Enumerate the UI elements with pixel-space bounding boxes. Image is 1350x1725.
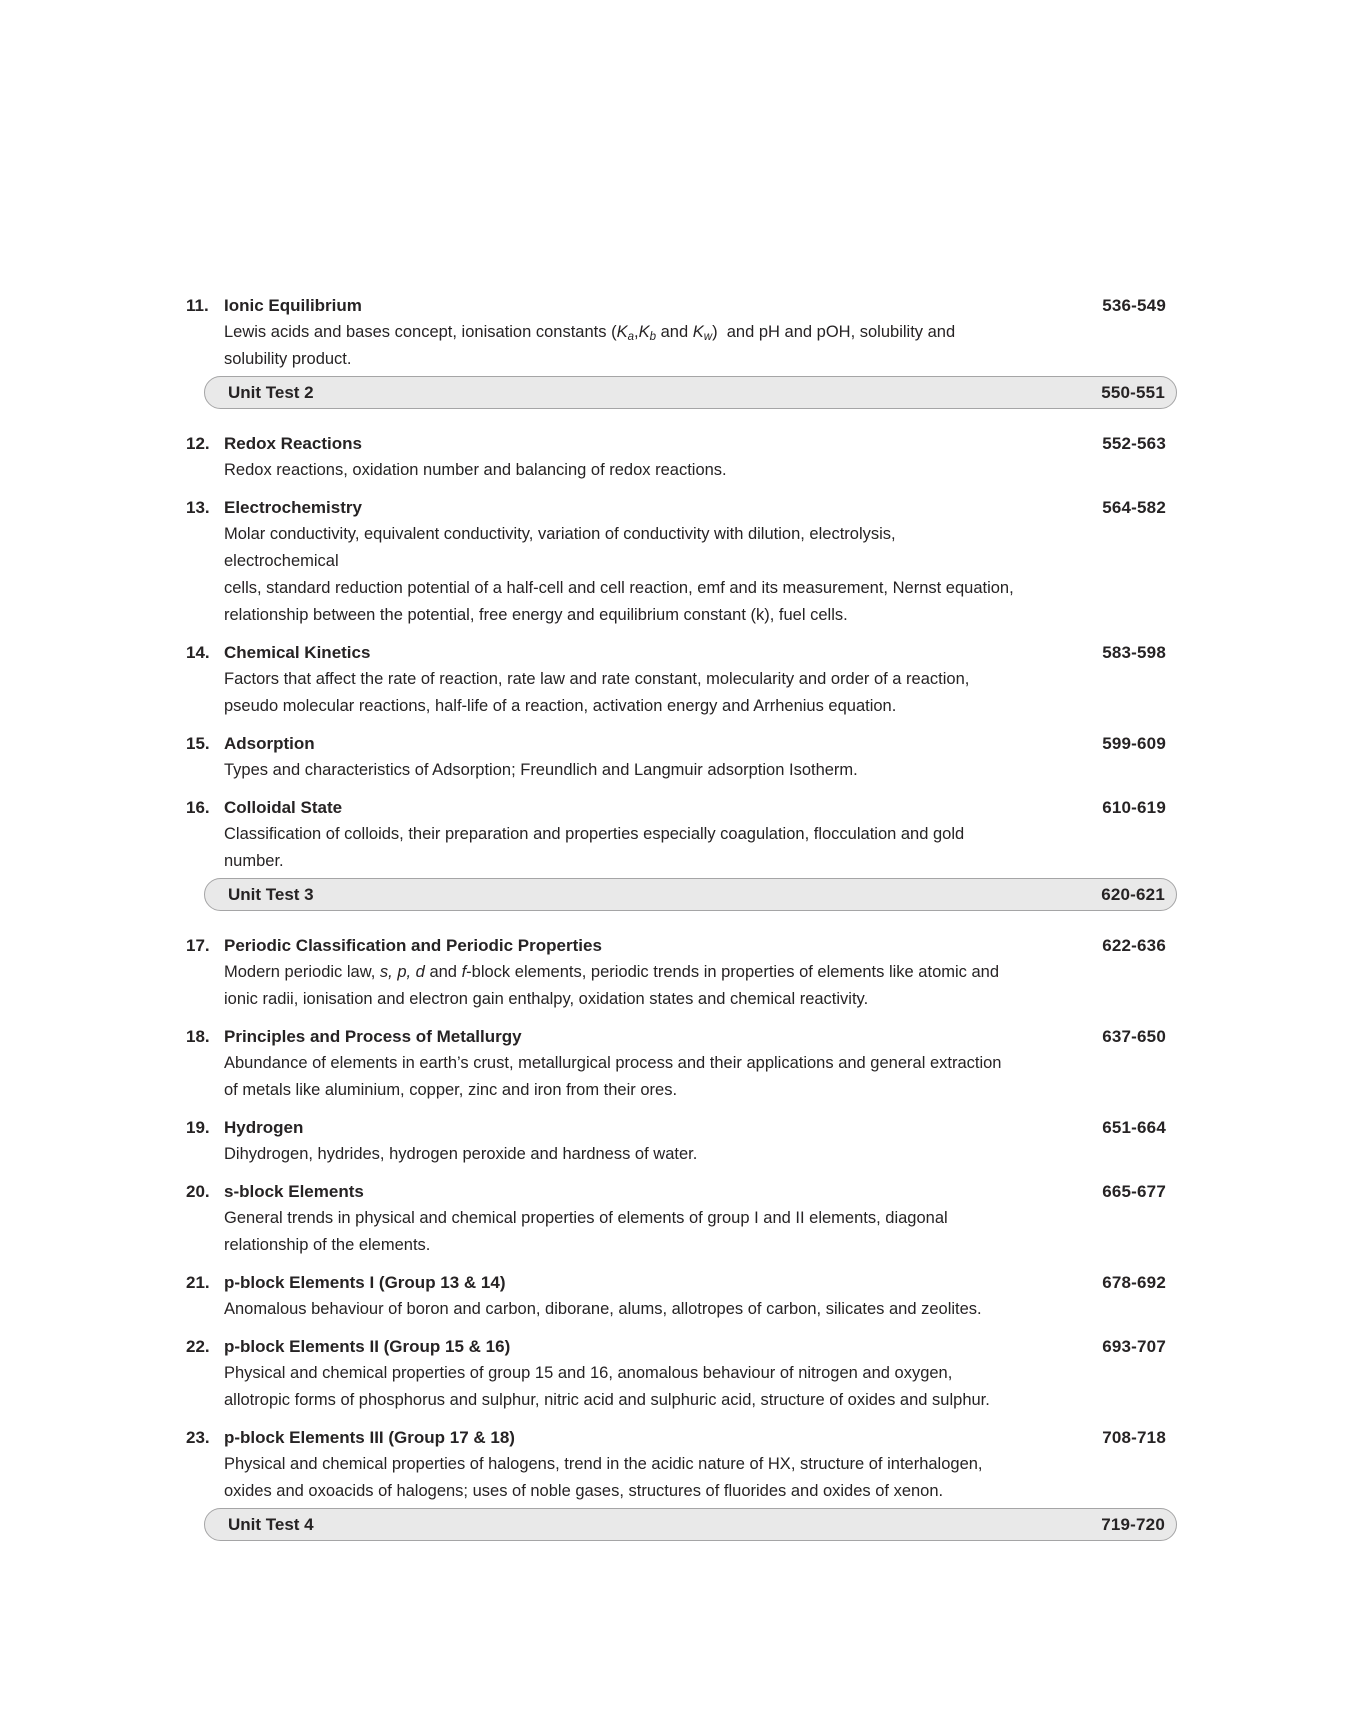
chapter-title: Colloidal State [224, 798, 343, 817]
chapter-description: Factors that affect the rate of reaction, rate law and rate constant, molecularity and order of a reaction, pseudo molecular reactions, half-life of a reaction, activation energy and Arrhenius equation. [224, 670, 970, 715]
toc-chapter-entry [186, 292, 1166, 373]
chapter-title-row [186, 639, 1166, 666]
chapter-number: 12. [186, 434, 210, 453]
toc-chapter-entry [186, 639, 1166, 720]
chapter-title: Principles and Process of Metallurgy [224, 1027, 522, 1046]
toc-chapter-entry [186, 1424, 1166, 1505]
chapter-title-row [186, 730, 1166, 757]
chapter-number: 23. [186, 1428, 210, 1447]
chapter-title-row [186, 1333, 1166, 1360]
chapter-number: 13. [186, 498, 210, 517]
unit-test-page-range: 719-720 [1101, 1514, 1165, 1534]
chapter-number: 15. [186, 734, 210, 753]
chapter-description: Modern periodic law, s, p, d and f-block elements, periodic trends in properties of elements like atomic and ionic radii, ionisation and electron gain enthalpy, oxidation states and chemical reactivity. [224, 963, 1000, 1008]
chapter-page-range: 678-692 [1102, 1273, 1166, 1292]
chapter-number: 18. [186, 1027, 210, 1046]
chapter-number: 14. [186, 643, 210, 662]
chapter-page-range: 583-598 [1102, 643, 1166, 662]
chapter-page-range: 552-563 [1102, 434, 1166, 453]
chapter-description: Dihydrogen, hydrides, hydrogen peroxide and hardness of water. [224, 1145, 698, 1163]
chapter-title-row [186, 1114, 1166, 1141]
chapter-title: Chemical Kinetics [224, 643, 371, 662]
chapter-title-row [186, 794, 1166, 821]
chapter-title-row [186, 430, 1166, 457]
chapter-number: 16. [186, 798, 210, 817]
toc-chapter-entry [186, 932, 1166, 1013]
chapter-title: Ionic Equilibrium [224, 296, 362, 315]
chapter-number: 17. [186, 936, 210, 955]
chapter-description: Physical and chemical properties of halogens, trend in the acidic nature of HX, structure of interhalogen, oxides and oxoacids of halogens; uses of noble gases, structures of fluorides and oxides of xenon. [224, 1455, 983, 1500]
chapter-title-row [186, 1178, 1166, 1205]
chapter-page-range: 693-707 [1102, 1337, 1166, 1356]
chapter-description: Abundance of elements in earth’s crust, metallurgical process and their applications and general extraction of metals like aluminium, copper, zinc and iron from their ores. [224, 1054, 1002, 1099]
chapter-description: Physical and chemical properties of group 15 and 16, anomalous behaviour of nitrogen and oxygen, allotropic forms of phosphorus and sulphur, nitric acid and sulphuric acid, structure of oxides and sulphur. [224, 1364, 990, 1409]
chapter-number: 20. [186, 1182, 210, 1201]
chapter-description: Classification of colloids, their preparation and properties especially coagulation, flocculation and gold number. [224, 825, 965, 870]
chapter-page-range: 708-718 [1102, 1428, 1166, 1447]
chapter-title: Redox Reactions [224, 434, 362, 453]
chapter-title-row [186, 292, 1166, 319]
chapter-title: Adsorption [224, 734, 315, 753]
toc-chapter-entry [186, 430, 1166, 484]
chapter-title-row [186, 1269, 1166, 1296]
chapter-title: p-block Elements I (Group 13 & 14) [224, 1273, 506, 1292]
chapter-description: Anomalous behaviour of boron and carbon, diborane, alums, allotropes of carbon, silicates and zeolites. [224, 1300, 982, 1318]
unit-test-label: Unit Test 2 [228, 382, 314, 402]
chapter-page-range: 610-619 [1102, 798, 1166, 817]
chapter-title-row [186, 1023, 1166, 1050]
chapter-page-range: 651-664 [1102, 1118, 1166, 1137]
toc-chapter-entry [186, 494, 1166, 629]
toc-chapter-entry [186, 1269, 1166, 1323]
chapter-title: s-block Elements [224, 1182, 364, 1201]
chapter-title: Electrochemistry [224, 498, 362, 517]
unit-test-label: Unit Test 3 [228, 884, 314, 904]
chapter-description: Redox reactions, oxidation number and balancing of redox reactions. [224, 461, 727, 479]
unit-test-row [204, 376, 1177, 409]
chapter-page-range: 622-636 [1102, 936, 1166, 955]
chapter-number: 21. [186, 1273, 210, 1292]
toc-chapter-entry [186, 1114, 1166, 1168]
toc-list [186, 292, 1166, 1562]
unit-test-page-range: 550-551 [1101, 382, 1165, 402]
chapter-number: 22. [186, 1337, 210, 1356]
chapter-page-range: 536-549 [1102, 296, 1166, 315]
chapter-page-range: 599-609 [1102, 734, 1166, 753]
chapter-page-range: 564-582 [1102, 498, 1166, 517]
toc-chapter-entry [186, 730, 1166, 784]
chapter-description: Molar conductivity, equivalent conductivity, variation of conductivity with dilution, electrolysis, electrochemical cells, standard reduction potential of a half-cell and cell reaction, emf and its measurement, Nernst equation, relationship between the potential, free energy and equilibrium constant (k), fuel cells. [224, 525, 1014, 624]
chapter-page-range: 665-677 [1102, 1182, 1166, 1201]
unit-test-page-range: 620-621 [1101, 884, 1165, 904]
chapter-title: Periodic Classification and Periodic Properties [224, 936, 602, 955]
unit-test-row [204, 1508, 1177, 1541]
chapter-title: p-block Elements II (Group 15 & 16) [224, 1337, 511, 1356]
chapter-description: General trends in physical and chemical properties of elements of group I and II elements, diagonal relationship of the elements. [224, 1209, 948, 1254]
chapter-title-row [186, 1424, 1166, 1451]
unit-test-row [204, 878, 1177, 911]
chapter-title: Hydrogen [224, 1118, 304, 1137]
unit-test-label: Unit Test 4 [228, 1514, 314, 1534]
chapter-title-row [186, 932, 1166, 959]
toc-chapter-entry [186, 1178, 1166, 1259]
toc-chapter-entry [186, 1023, 1166, 1104]
chapter-title: p-block Elements III (Group 17 & 18) [224, 1428, 515, 1447]
toc-chapter-entry [186, 794, 1166, 875]
chapter-description: Lewis acids and bases concept, ionisation constants ($K_a,K_b$ and $K_w$) and pH and pOH, solubility and solubility product. [224, 323, 956, 368]
chapter-description: Types and characteristics of Adsorption; Freundlich and Langmuir adsorption Isotherm. [224, 761, 858, 779]
chapter-number: 11. [186, 296, 209, 315]
chapter-number: 19. [186, 1118, 210, 1137]
chapter-page-range: 637-650 [1102, 1027, 1166, 1046]
toc-chapter-entry [186, 1333, 1166, 1414]
chapter-title-row [186, 494, 1166, 521]
